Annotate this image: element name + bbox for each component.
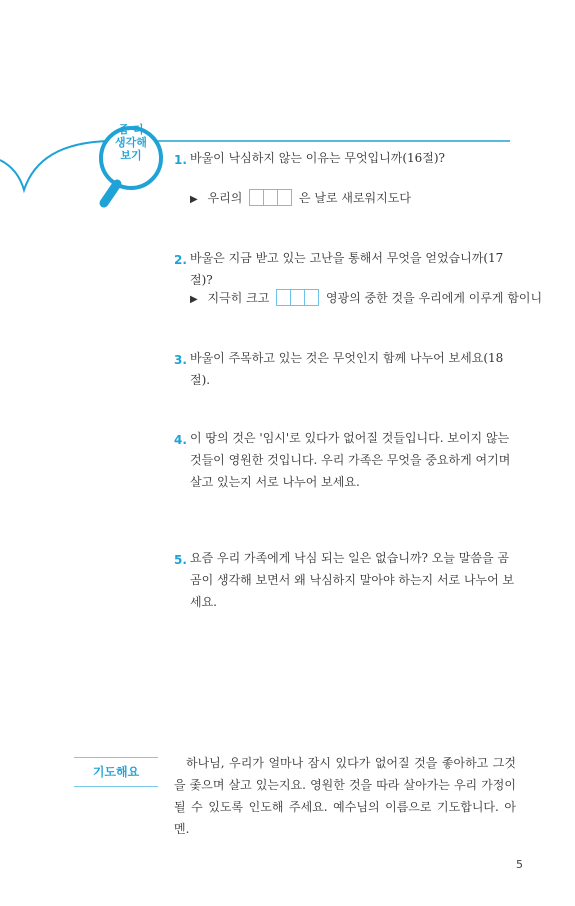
question-5-number: 5. — [174, 553, 187, 567]
question-3-text: 바울이 주목하고 있는 것은 무엇인지 함께 나누어 보세요(18절). — [190, 351, 504, 387]
question-2-text: 바울은 지금 받고 있는 고난을 통해서 무엇을 얻었습니까(17절)? — [190, 251, 504, 287]
triangle-icon: ▶ — [190, 194, 198, 205]
blank-boxes-1 — [249, 189, 292, 206]
question-4-text: 이 땅의 것은 '임시'로 있다가 없어질 것들입니다. 보이지 않는 것들이 영원한 것입니다. 우리 가족은 무엇을 중요하게 여기며 살고 있는지 서로 나누어 보세요. — [190, 431, 511, 489]
question-2-number: 2. — [174, 253, 187, 267]
triangle-icon: ▶ — [190, 294, 198, 305]
page-number: 5 — [516, 858, 523, 871]
question-4-number: 4. — [174, 433, 187, 447]
question-5-text: 요즘 우리 가족에게 낙심 되는 일은 없습니까? 오늘 말씀을 곰곰이 생각해 보면서 왜 낙심하지 말아야 하는지 서로 나누어 보세요. — [190, 551, 515, 609]
question-1-number: 1. — [174, 153, 187, 167]
magnifier-handle — [104, 184, 117, 203]
wave-line — [0, 141, 110, 190]
question-3-number: 3. — [174, 353, 187, 367]
question-1-text: 바울이 낙심하지 않는 이유는 무엇입니까(16절)? — [190, 151, 445, 165]
header-decoration — [0, 0, 575, 220]
badge-think-more: 좀 더 생각해 보기 — [115, 123, 147, 162]
fill-blank-1: ▶ 우리의 은 날로 새로워지도다 — [190, 191, 411, 205]
prayer-label: 기도해요 — [74, 757, 158, 787]
prayer-text: 하나님, 우리가 얼마나 잠시 있다가 없어질 것을 좋아하고 그것을 좇으며 살고 있는지요. 영원한 것을 따라 살아가는 우리 가정이 될 수 있도록 인도해 주세요. 예수님의 이름으로 기도합니다. 아멘. — [174, 756, 516, 836]
fill-blank-2: ▶ 지극히 크고 영광의 중한 것을 우리에게 이루게 함이니 — [190, 291, 543, 305]
blank-boxes-2 — [276, 289, 319, 306]
